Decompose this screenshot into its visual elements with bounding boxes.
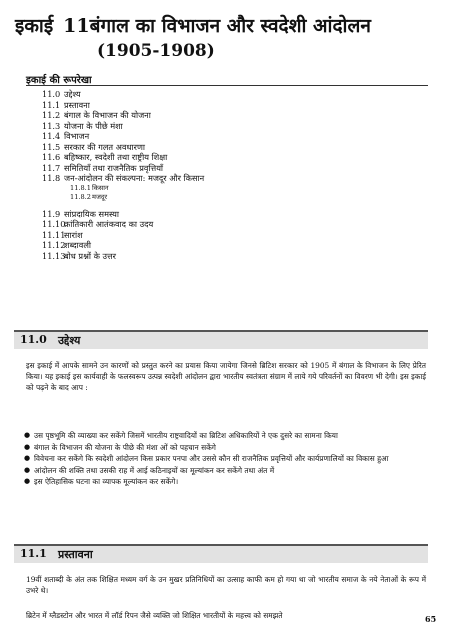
introduction-paragraph-2: ब्रिटेन में ग्लैडस्टोन और भारत में लॉर्ड रिपन जैसे व्यक्ति जो शिक्षित भारतीयों के महत्त्व को समझते	[26, 611, 283, 620]
outline-item	[42, 152, 204, 163]
unit-label: इकाई	[15, 15, 54, 37]
unit-title-block	[15, 14, 371, 62]
outline-item-label: क्रांतिकारी आतंकवाद का उदय	[64, 219, 154, 229]
page-number: 65	[425, 614, 437, 624]
outline-item	[42, 230, 204, 241]
introduction-paragraph: 19वीं शताब्दी के अंत तक शिक्षित मध्यम वर्ग के उन मुखर प्रतिनिधियों का उत्साह काफी कम हो गया था जो भारतीय समाज के नये नेताओं के रूप में उभरे थे।	[26, 575, 426, 595]
bullet-icon: ●	[24, 442, 31, 451]
outline-item-label: प्रस्तावना	[64, 99, 90, 110]
outline-item-label: मजदूर	[92, 192, 108, 201]
bullet-icon: ●	[24, 465, 31, 474]
section-title: उद्देश्य	[58, 334, 81, 347]
outline-item	[42, 219, 204, 230]
outline-item-number: 11.10	[42, 219, 66, 229]
outline-item-number: 11.11	[42, 229, 66, 240]
objective-text: उस पृष्ठभूमि की व्याख्या कर सकेंगे जिसमें भारतीय राष्ट्रवादियों का ब्रिटिश अधिकारियों ने एक दुसरे का सामना किया	[34, 431, 338, 440]
outline-item-number: 11.9	[42, 208, 61, 219]
outline-item-number: 11.2	[42, 110, 61, 120]
section-number: 11.0	[20, 333, 47, 346]
outline-item-label: समितियाँ तथा राजनैतिक प्रवृत्तियाँ	[64, 162, 164, 173]
outline-item-number: 11.3	[42, 120, 61, 131]
outline-item-number: 11.6	[42, 152, 61, 162]
outline-item-label: जन-आंदोलन की संकल्पना: मजदूर और किसान	[64, 173, 205, 183]
objectives-paragraph: इस इकाई में आपके सामने उन कारणों को प्रस्तुत करने का प्रयास किया जायेगा जिनसे ब्रिटिश सरकार को 1905 में बंगाल के विभाजन के लिए प्रेरित किया। यह इकाई इस कार्यवाही के फलस्वरूप उत्पन्न स्वदेशी आंदोलन द्वारा भारतीय स्वतंत्रता संग्राम में लाये गये परिवर्तनों का विवरण भी देगी। इस इकाई को पढ़ने के बाद आप :	[26, 361, 426, 392]
outline-item	[42, 142, 204, 153]
objective-text: बंगाल के विभाजन की योजना के पीछे की मंशा ओं को पहचान सकेंगे	[34, 442, 216, 452]
outline-item-label: योजना के पीछे मंशा	[64, 120, 123, 131]
section-number: 11.1	[20, 547, 47, 560]
outline-item-label: उद्देश्य	[64, 89, 81, 99]
outline-item-label: किसान	[92, 183, 109, 192]
outline-item	[42, 131, 204, 142]
outline-item	[42, 173, 204, 184]
outline-item-number: 11.13	[42, 250, 66, 261]
outline-item-label: सरकार की गलत अवधारणा	[64, 141, 146, 152]
outline-item-label: बहिष्कार, स्वदेशी तथा राष्ट्रीय शिक्षा	[64, 152, 168, 162]
outline-item	[42, 251, 204, 262]
outline-item	[42, 89, 204, 100]
outline-item-label: सांप्रदायिक समस्या	[64, 208, 120, 219]
outline-item-label: शब्दावली	[64, 240, 91, 250]
objective-item	[24, 453, 430, 465]
outline-item-label: सारांश	[64, 229, 83, 240]
outline-item	[42, 209, 204, 220]
section-header-introduction	[14, 544, 428, 563]
outline-item-number: 11.8.2	[70, 192, 91, 201]
outline-item-number: 11.1	[42, 99, 61, 110]
bullet-icon: ●	[24, 431, 31, 439]
objective-item	[24, 465, 430, 477]
outline-item	[42, 163, 204, 174]
outline-item	[42, 100, 204, 111]
outline-item-number: 11.12	[42, 240, 66, 250]
outline-item	[42, 193, 204, 202]
section-header-objectives	[14, 330, 428, 349]
objective-text: विवेचना कर सकेंगे कि स्वदेशी आंदोलन किस प्रकार पनपा और उससे कौन सी राजनैतिक प्रवृत्तियों और कार्यप्रणालियों का विकास हुआ	[34, 454, 389, 463]
outline-item-number: 11.7	[42, 162, 61, 173]
objective-item	[24, 430, 430, 442]
unit-title: 11बंगाल का विभाजन और स्वदेशी आंदोलन	[63, 15, 371, 37]
outline-item	[42, 184, 204, 193]
objective-item	[24, 476, 430, 488]
objective-item	[24, 442, 430, 454]
objectives-list	[24, 430, 430, 488]
outline-item-label: बोध प्रश्नों के उत्तर	[64, 250, 116, 261]
bullet-icon: ●	[24, 454, 31, 462]
section-title: प्रस्तावना	[58, 548, 93, 561]
outline-item	[42, 121, 204, 132]
unit-years: (1905-1908)	[97, 41, 215, 61]
objective-text: आंदोलन की शक्ति तथा उसकी राह में आई कठिनाइयों का मूल्यांकन कर सकेंगे तथा अंत में	[34, 465, 275, 475]
outline-item-label: विभाजन	[64, 131, 90, 141]
unit-title-line	[15, 14, 371, 38]
bullet-icon: ●	[24, 477, 31, 485]
outline-item-number: 11.0	[42, 89, 61, 99]
objective-text: इस ऐतिहासिक घटना का व्यापक मूल्यांकन कर सकेंगे।	[34, 477, 179, 486]
outline-divider	[26, 85, 428, 86]
outline-item-number: 11.8	[42, 173, 61, 183]
outline-list	[42, 89, 204, 261]
outline-item-label: बंगाल के विभाजन की योजना	[64, 110, 151, 120]
outline-item	[42, 110, 204, 121]
outline-item-number: 11.8.1	[70, 183, 91, 192]
outline-heading: इकाई की रूपरेखा	[26, 75, 92, 86]
outline-item	[42, 240, 204, 251]
outline-item-number: 11.4	[42, 131, 61, 141]
outline-item-number: 11.5	[42, 141, 61, 152]
